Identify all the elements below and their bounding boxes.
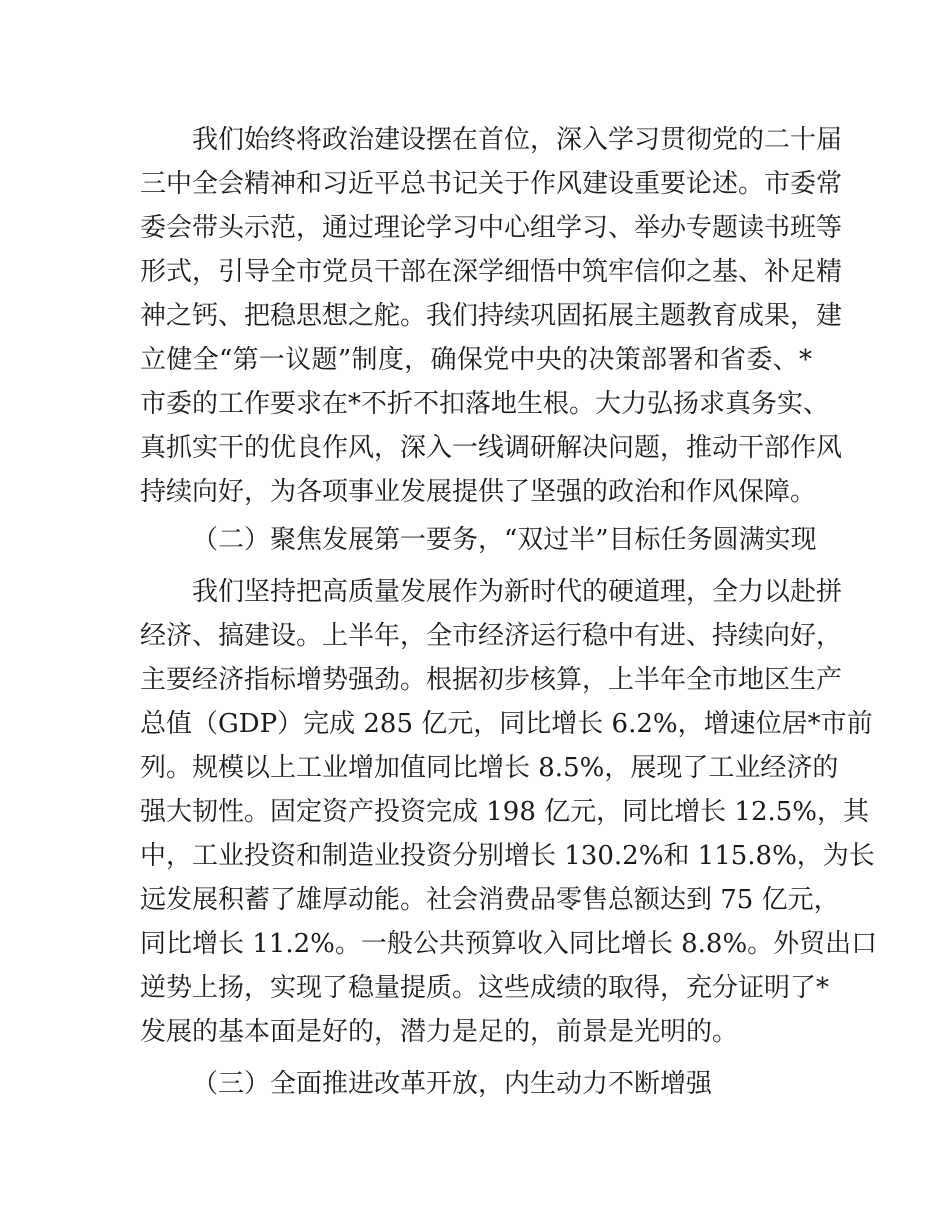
paragraph-2-line-6: 强大韧性。固定资产投资完成 198 亿元，同比增长 12.5%，其 [140,797,870,827]
paragraph-1-line-4: 形式，引导全市党员干部在深学细悟中筑牢信仰之基、补足精 [140,257,843,287]
paragraph-1-line-8: 真抓实干的优良作风，深入一线调研解决问题，推动干部作风 [140,433,843,463]
paragraph-1-line-5: 神之钙、把稳思想之舵。我们持续巩固拓展主题教育成果，建 [140,301,843,331]
paragraph-2-line-10: 逆势上扬，实现了稳量提质。这些成绩的取得，充分证明了* [140,973,830,1003]
paragraph-2-line-5: 列。规模以上工业增加值同比增长 8.5%，展现了工业经济的 [140,753,839,783]
paragraph-2-line-1: 我们坚持把高质量发展作为新时代的硬道理，全力以赴拼 [192,577,843,607]
paragraph-1-line-7: 市委的工作要求在*不折不扣落地生根。大力弘扬求真务实、 [140,389,830,419]
section-heading-3: （三）全面推进改革开放，内生动力不断增强 [192,1069,713,1099]
paragraph-1-line-3: 委会带头示范，通过理论学习中心组学习、举办专题读书班等 [140,213,843,243]
paragraph-2-line-3: 主要经济指标增势强劲。根据初步核算，上半年全市地区生产 [140,665,843,695]
paragraph-1-line-9: 持续向好，为各项事业发展提供了坚强的政治和作风保障。 [140,477,817,507]
paragraph-2-line-11: 发展的基本面是好的，潜力是足的，前景是光明的。 [140,1017,739,1047]
paragraph-2-line-2: 经济、搞建设。上半年，全市经济运行稳中有进、持续向好， [140,621,843,651]
paragraph-2-line-8: 远发展积蓄了雄厚动能。社会消费品零售总额达到 75 亿元， [140,885,840,915]
paragraph-2-line-9: 同比增长 11.2%。一般公共预算收入同比增长 8.8%。外贸出口 [140,929,878,959]
paragraph-1-line-1: 我们始终将政治建设摆在首位，深入学习贯彻党的二十届 [192,125,843,155]
paragraph-1-line-2: 三中全会精神和习近平总书记关于作风建设重要论述。市委常 [140,169,843,199]
paragraph-2-line-7: 中，工业投资和制造业投资分别增长 130.2%和 115.8%，为长 [140,841,875,871]
paragraph-1-line-6: 立健全“第一议题”制度，确保党中央的决策部署和省委、* [140,345,812,375]
section-heading-2: （二）聚焦发展第一要务，“双过半”目标任务圆满实现 [192,525,817,555]
paragraph-2-line-4: 总值（GDP）完成 285 亿元，同比增长 6.2%，增速位居*市前 [140,709,873,739]
